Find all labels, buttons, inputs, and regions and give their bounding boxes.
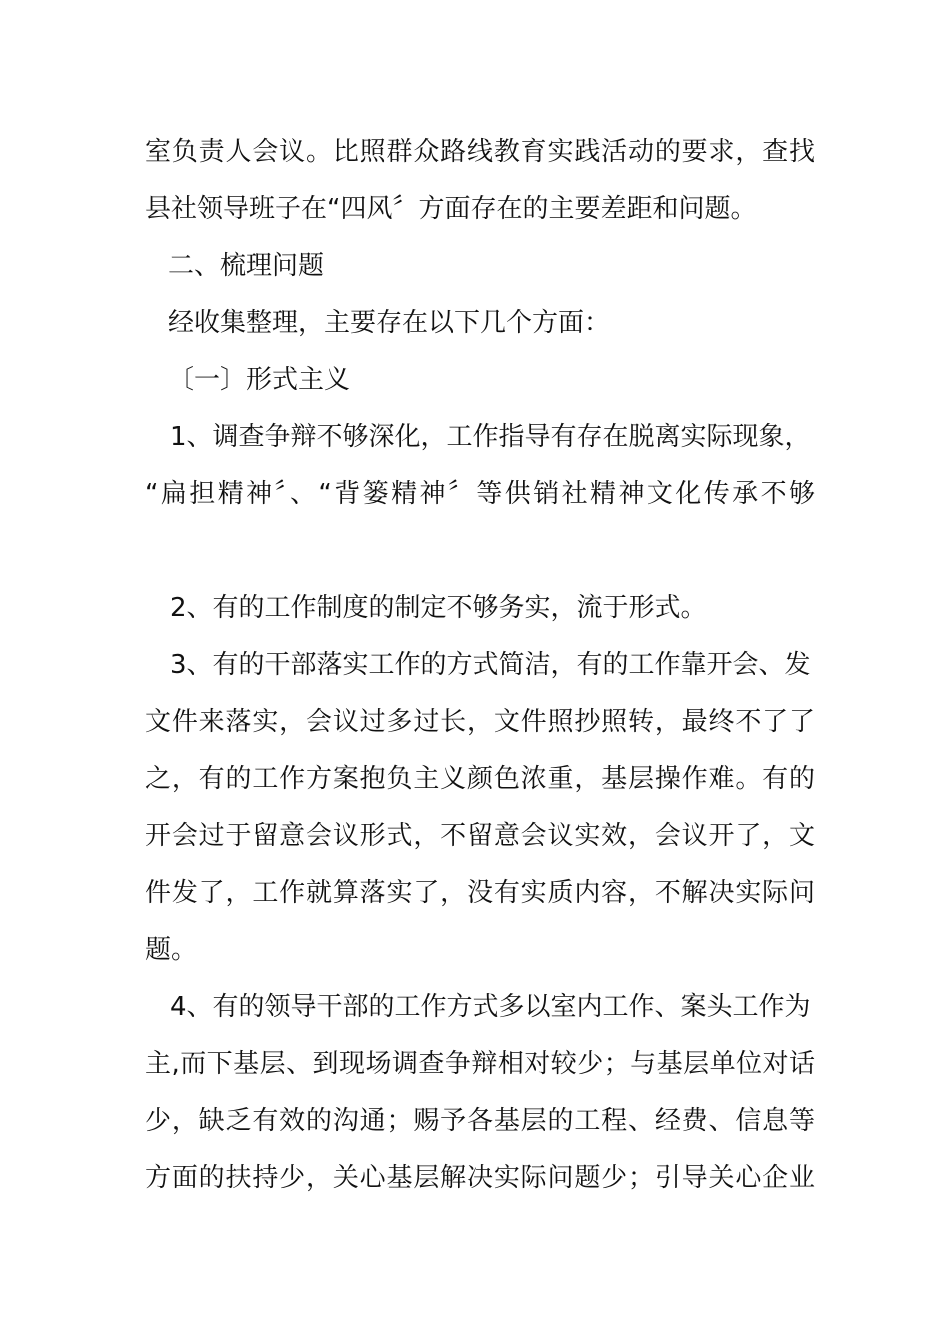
paragraph-line: 文件来落实，会议过多过长，文件照抄照转，最终不了了 [145,707,815,737]
paragraph-line: 主,而下基层、到现场调查争辩相对较少；与基层单位对话 [145,1049,815,1079]
paragraph-line: 少，缺乏有效的沟通；赐予各基层的工程、经费、信息等 [145,1106,815,1136]
paragraph-line: 3、有的干部落实工作的方式简洁，有的工作靠开会、发 [170,650,811,680]
subsection-heading: 〔一〕形式主义 [168,365,351,395]
paragraph-line: 开会过于留意会议形式，不留意会议实效，会议开了，文 [145,821,815,851]
paragraph-line: 题。 [145,935,198,965]
paragraph-line: “扁担精神〞、“背篓精神〞等供销社精神文化传承不够 [145,479,815,509]
paragraph-line: 4、有的领导干部的工作方式多以室内工作、案头工作为 [170,992,811,1022]
paragraph-line: 2、有的工作制度的制定不够务实，流于形式。 [170,593,707,623]
section-heading: 二、梳理问题 [168,251,325,281]
paragraph-line: 经收集整理，主要存在以下几个方面： [168,308,611,338]
paragraph-line: 方面的扶持少，关心基层解决实际问题少；引导关心企业 [145,1163,815,1193]
paragraph-line: 1、调查争辩不够深化，工作指导有存在脱离实际现象， [170,422,811,452]
paragraph-line: 室负责人会议。比照群众路线教育实践活动的要求，查找 [145,137,815,167]
paragraph-line: 县社领导班子在“四风〞方面存在的主要差距和问题。 [145,194,757,224]
paragraph-line: 件发了，工作就算落实了，没有实质内容，不解决实际问 [145,878,815,908]
paragraph-line: 之，有的工作方案抱负主义颜色浓重，基层操作难。有的 [145,764,815,794]
